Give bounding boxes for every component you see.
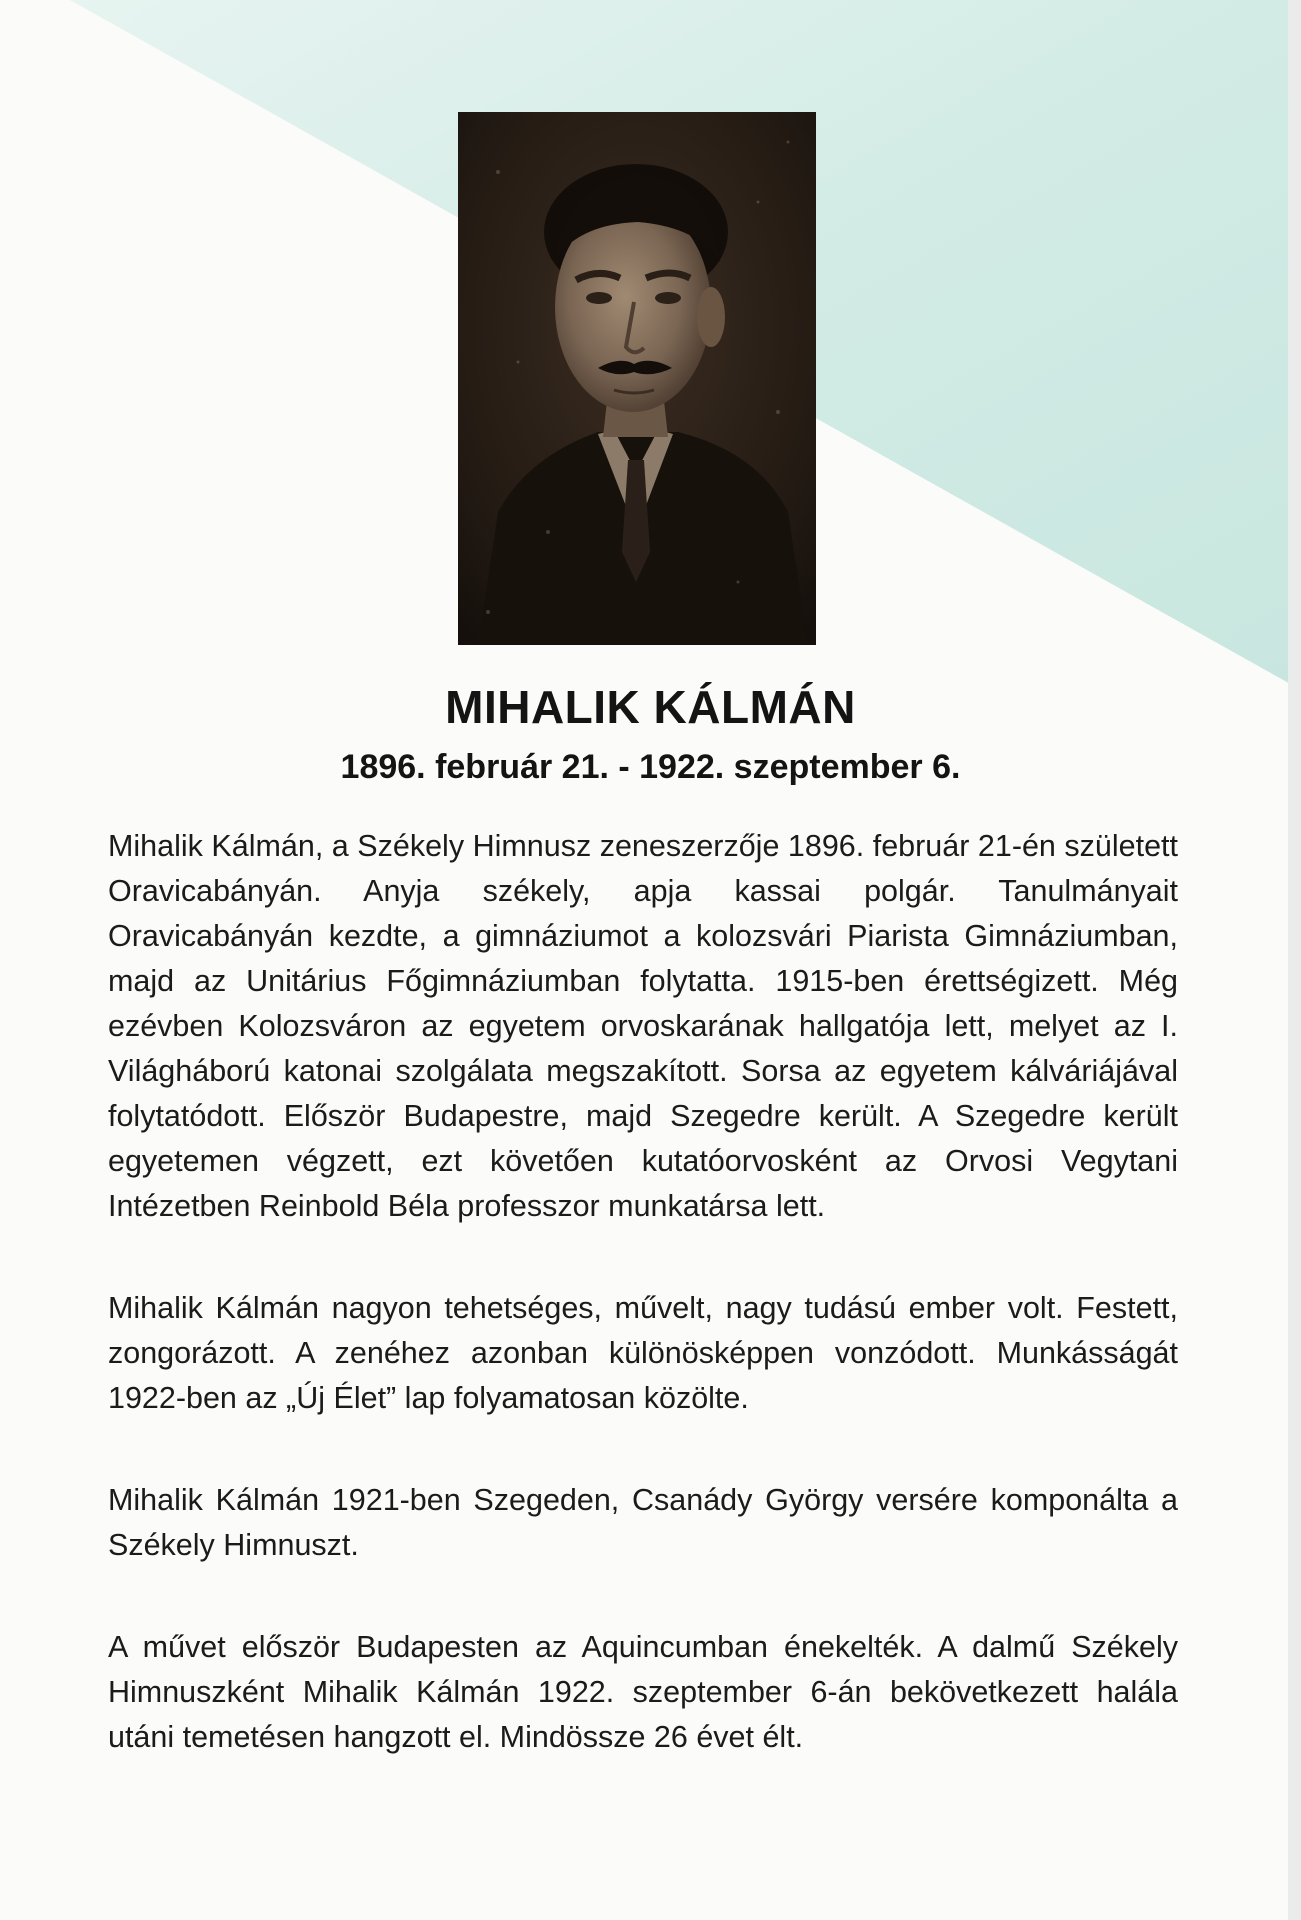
biography-paragraph-2: Mihalik Kálmán nagyon tehetséges, művelt, nagy tudású ember volt. Festett, zongorázott. A zenéhez azonban különösképpen vonzódott. Munkásságát 1922-ben az „Új Élet” lap folyamatosan közölte. — [108, 1291, 1178, 1415]
biography-paragraph-4: A művet először Budapesten az Aquincumban énekelték. A dalmű Székely Himnuszként Mihalik Kálmán 1922. szeptember 6-án bekövetkezett halála utáni temetésen hangzott el. Mindössze 26 évet élt. — [108, 1630, 1178, 1754]
biography-paragraph-1: Mihalik Kálmán, a Székely Himnusz zeneszerzője 1896. február 21-én született Oravicabányán. Anyja székely, apja kassai polgár. Tanulmányait Oravicabányán kezdte, a gimnáziumot a kolozsvári Piarista Gimnáziumban, majd az Unitárius Főgimnáziumban folytatta. 1915-ben érettségizett. Még ezévben Kolozsváron az egyetem orvoskarának hallgatója lett, melyet az I. Világháború katonai szolgálata megszakított. Sorsa az egyetem kálváriájával folytatódott. Először Budapestre, majd Szegedre került. A Szegedre került egyetemen végzett, ezt követően kutatóorvosként az Orvosi Vegytani Intézetben Reinbold Béla professzor munkatársa lett. — [108, 829, 1178, 1223]
life-dates: 1896. február 21. - 1922. szeptember 6. — [340, 748, 961, 786]
person-name-title: MIHALIK KÁLMÁN — [445, 681, 856, 733]
biography-text — [108, 824, 1178, 1817]
portrait-photo — [458, 112, 816, 645]
portrait-image — [458, 112, 816, 645]
biography-paragraph-3: Mihalik Kálmán 1921-ben Szegeden, Csanády György versére komponálta a Székely Himnuszt. — [108, 1483, 1178, 1562]
